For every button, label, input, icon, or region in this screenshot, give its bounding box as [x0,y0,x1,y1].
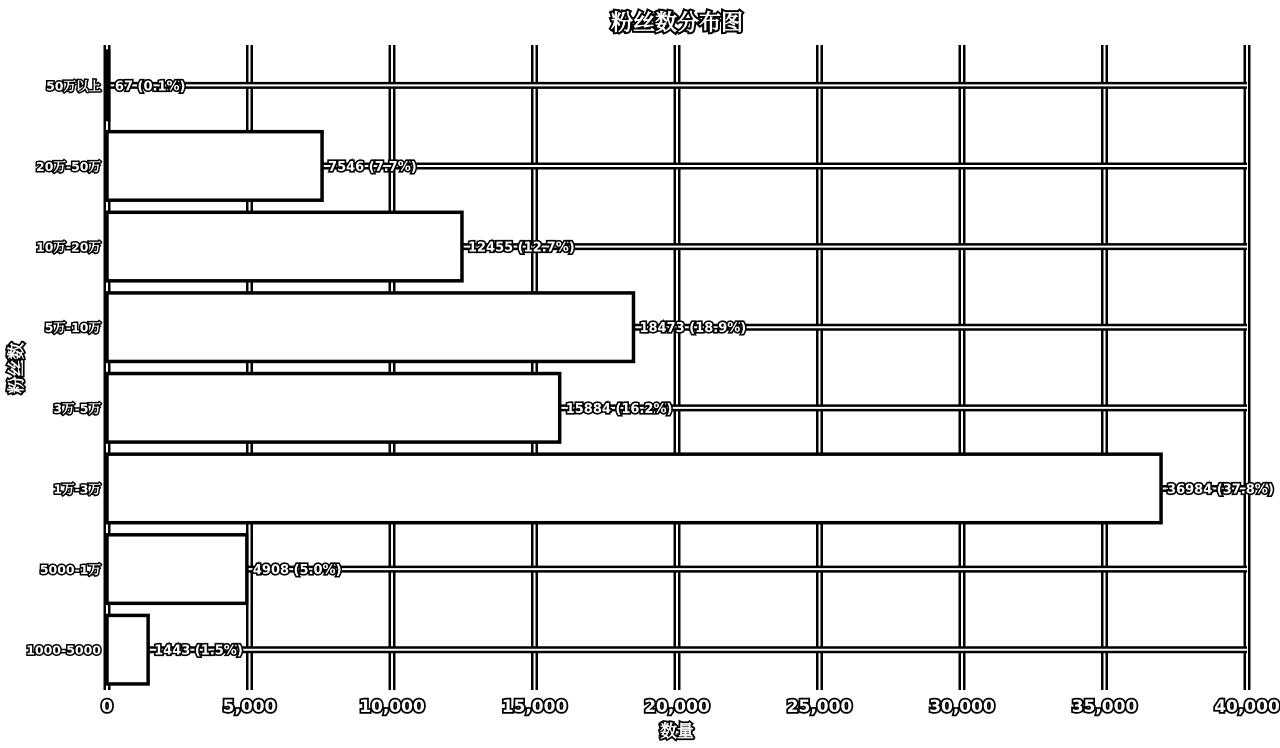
bar [107,212,462,281]
y-tick-label: 50万以上 [46,78,101,94]
bar [107,132,322,201]
x-tick-label: 20,000 [644,697,710,717]
bar-value-label: 1443 (1.5%) [154,643,243,659]
bar [107,374,560,443]
chart-title: 粉丝数分布图 [610,11,744,36]
y-axis-title: 粉丝数 [7,342,27,394]
x-tick-label: 15,000 [501,697,568,717]
y-tick-label: 20万-50万 [36,158,101,174]
y-tick-label: 1万-3万 [53,481,101,497]
bar [107,535,247,604]
bar-value-label: 15884 (16.2%) [565,401,673,417]
x-tick-label: 10,000 [359,697,425,717]
x-tick-label: 40,000 [1214,697,1280,717]
y-tick-label: 1000-5000 [26,642,101,658]
bar-value-label: 18473 (18.9%) [639,321,747,337]
bar [107,51,109,120]
x-tick-label: 5,000 [222,697,277,717]
x-tick-label: 0 [101,697,113,717]
y-tick-label: 5万-10万 [44,320,101,336]
bar [107,454,1161,523]
x-tick-label: 30,000 [929,697,995,717]
bar-value-label: 4908 (5.0%) [252,563,342,579]
x-axis-title: 数量 [660,722,694,742]
bar-value-label: 12455 (12.7%) [467,240,575,256]
bar [107,615,148,684]
x-tick-label: 25,000 [786,697,853,717]
bar-value-label: 7546 (7.7%) [328,159,417,175]
y-tick-label: 3万-5万 [53,400,101,416]
bar-value-label: 36984 (37.8%) [1167,482,1274,498]
y-tick-label: 5000-1万 [39,562,101,578]
bar-value-label: 67 (0.1%) [114,79,186,95]
bar [107,293,633,362]
y-tick-label: 10万-20万 [36,239,101,255]
x-tick-label: 35,000 [1071,697,1138,717]
